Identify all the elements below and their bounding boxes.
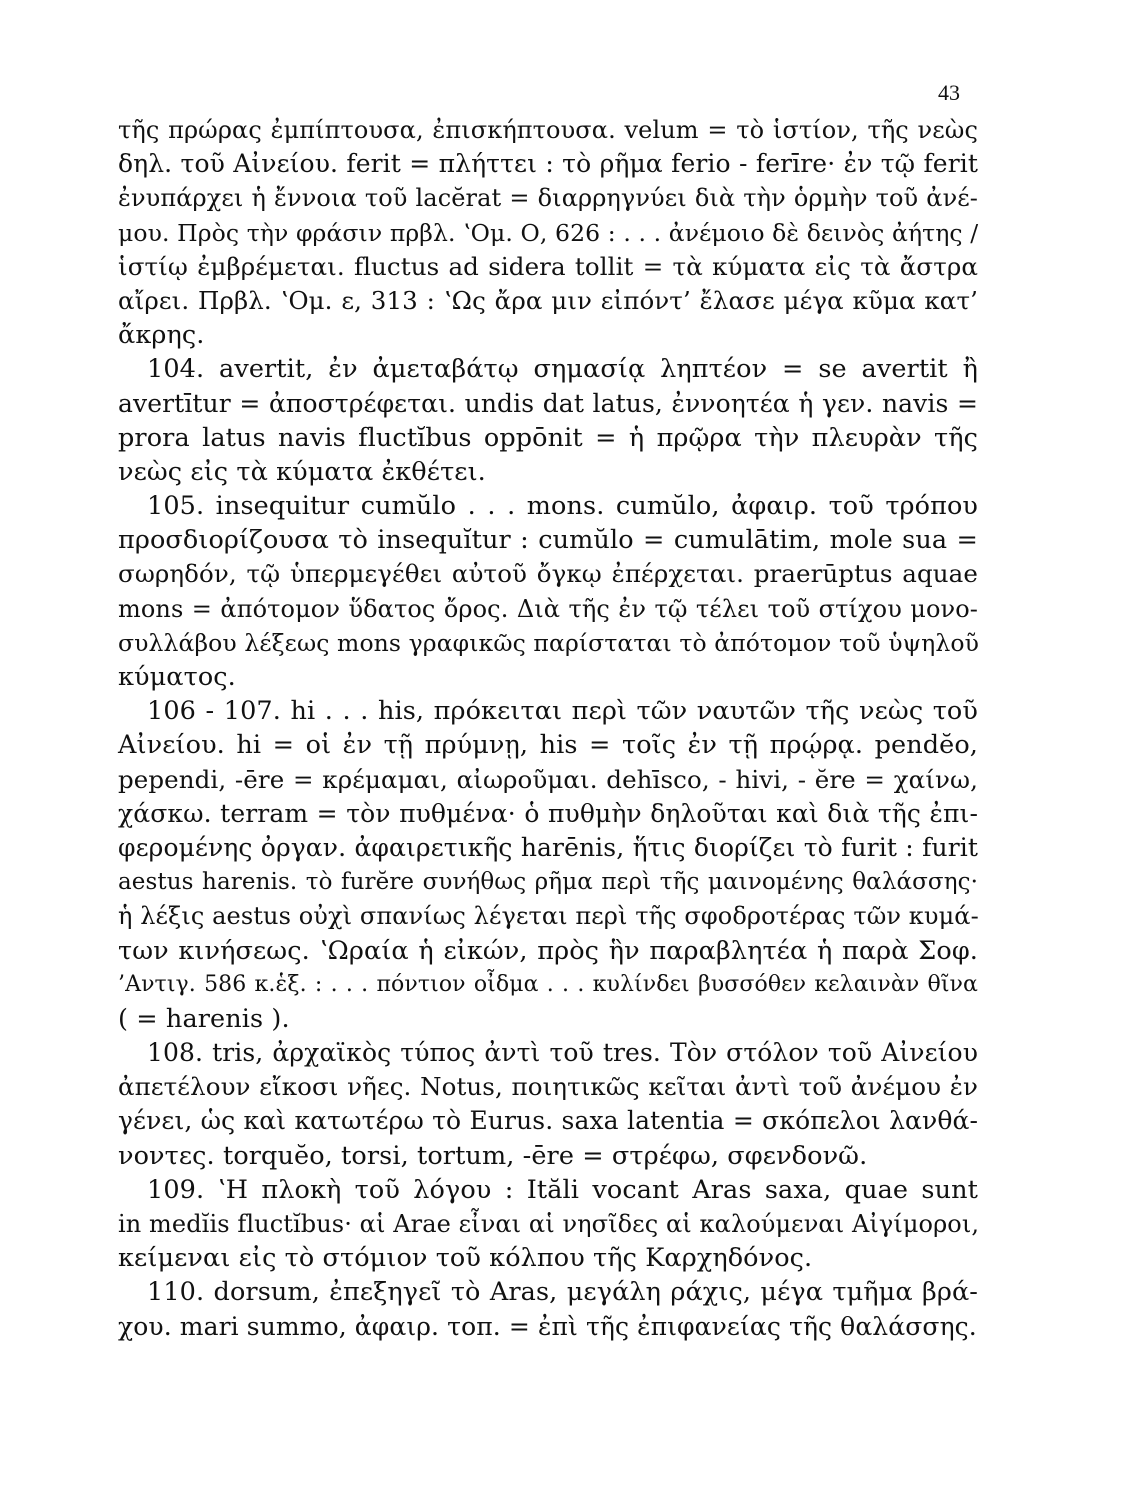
text-line: 110. dorsum, ἐπεξηγεῖ τὸ Aras, μεγάλη ράχις, μέγα τμῆμα βρά- — [147, 1277, 978, 1308]
text-line: 108. tris, ἀρχαϊκὸς τύπος ἀντὶ τοῦ tres. Τὸν στόλον τοῦ Αἰνείου — [147, 1038, 978, 1068]
text-line: Αἰνείου. hi = οἱ ἐν τῇ πρύμνῃ, his = τοῖς ἐν τῇ πρῴρᾳ. pendĕo, — [118, 730, 978, 761]
text-line: 106 - 107. hi . . . his, πρόκειται περὶ τῶν ναυτῶν τῆς νεὼς τοῦ — [147, 696, 978, 727]
text-line: δηλ. τοῦ Αἰνείου. ferit = πλήττει : τὸ ρῆμα ferio - ferīre· ἐν τῷ ferit — [118, 149, 978, 179]
text-line: χάσκω. terram = τὸν πυθμένα· ὁ πυθμὴν δηλοῦται καὶ διὰ τῆς ἐπι- — [118, 798, 978, 828]
page-number: 43 — [938, 80, 960, 105]
text-line: μου. Πρὸς τὴν φράσιν πρβλ. ʽΟμ. Ο, 626 : . . . ἀνέμοιο δὲ δεινὸς ἀήτης / — [118, 218, 979, 247]
text-line: ἐνυπάρχει ἡ ἔννοια τοῦ lacĕrat = διαρρηγνύει διὰ τὴν ὁρμὴν τοῦ ἀνέ- — [118, 184, 978, 213]
text-line: aestus harenis. τὸ furĕre συνήθως ρῆμα περὶ τῆς μαινομένης θαλάσσης· — [118, 869, 978, 896]
text-line: κείμεναι εἰς τὸ στόμιον τοῦ κόλπου τῆς Καρχηδόνος. — [118, 1243, 813, 1274]
text-line: προσδιορίζουσα τὸ insequĭtur : cumŭlo = cumulātim, mole sua = — [118, 525, 978, 556]
text-line: ἡ λέξις aestus οὐχὶ σπανίως λέγεται περὶ τῆς σφοδροτέρας τῶν κυμά- — [118, 902, 979, 931]
text-line: συλλάβου λέξεως mons γραφικῶς παρίσταται τὸ ἀπότομον τοῦ ὑψηλοῦ — [118, 628, 979, 657]
text-line: αἴρει. Πρβλ. ʽΟμ. ε, 313 : ʽΩς ἄρα μιν εἰπόντ’ ἔλασε μέγα κῦμα κατ’ — [118, 285, 978, 315]
text-line: 104. avertit, ἐν ἀμεταβάτῳ σημασίᾳ ληπτέον = se avertit ἢ — [147, 354, 978, 385]
text-line: των κινήσεως. ʽΩραία ἡ εἰκών, πρὸς ἣν παραβλητέα ἡ παρὰ Σοφ. — [118, 935, 978, 966]
text-line: ( = harenis ). — [118, 1003, 290, 1034]
text-line: ’Αντιγ. 586 κ.ἑξ. : . . . πόντιον οἶδμα . . . κυλίνδει βυσσόθεν κελαινὰν θῖνα — [118, 971, 978, 997]
text-line: 109. ʽΗ πλοκὴ τοῦ λόγου : Ităli vocant Aras saxa, quae sunt — [147, 1174, 978, 1205]
text-line: γένει, ὡς καὶ κατωτέρω τὸ Eurus. saxa latentia = σκόπελοι λανθά- — [118, 1106, 978, 1136]
text-line: χου. mari summo, ἀφαιρ. τοπ. = ἐπὶ τῆς ἐπιφανείας τῆς θαλάσσης. — [118, 1311, 977, 1341]
text-line: κύματος. — [118, 662, 236, 692]
text-line: in medĭis fluctĭbus· αἱ Arae εἶναι αἱ νησῖδες αἱ καλούμεναι Αἰγίμοροι, — [118, 1210, 980, 1238]
text-line: ἱστίῳ ἐμβρέμεται. fluctus ad sidera tollit = τὰ κύματα εἰς τὰ ἄστρα — [118, 251, 978, 281]
text-line: pependi, -ēre = κρέμαμαι, αἰωροῦμαι. dehīsco, - hivi, - ĕre = χαίνω, — [118, 764, 978, 794]
text-line: avertītur = ἀποστρέφεται. undis dat latus, ἐννοητέα ἡ γεν. navis = — [118, 388, 978, 418]
text-line: νεὼς εἰς τὰ κύματα ἐκθέτει. — [118, 456, 486, 487]
text-line: 105. insequitur cumŭlo . . . mons. cumŭlo, ἀφαιρ. τοῦ τρόπου — [147, 491, 978, 522]
commentary-text — [118, 113, 978, 1344]
text-line: σωρηδόν, τῷ ὑπερμεγέθει αὐτοῦ ὄγκῳ ἐπέρχεται. praerūptus aquae — [118, 559, 978, 589]
text-line: prora latus navis fluctĭbus oppōnit = ἡ πρῷρα τὴν πλευρὰν τῆς — [118, 422, 978, 453]
text-line: τῆς πρώρας ἐμπίπτουσα, ἐπισκήπτουσα. velum = τὸ ἱστίον, τῆς νεὼς — [118, 116, 978, 144]
text-line: mons = ἀπότομον ὕδατος ὄρος. Διὰ τῆς ἐν τῷ τέλει τοῦ στίχου μονο- — [118, 594, 978, 623]
text-line: ἀπετέλουν εἴκοσι νῆες. Notus, ποιητικῶς κεῖται ἀντὶ τοῦ ἀνέμου ἐν — [118, 1072, 978, 1102]
text-line: φερομένης ὀργαν. ἀφαιρετικῆς harēnis, ἥτις διορίζει τὸ furit : furit — [118, 832, 978, 862]
text-line: νοντες. torquĕo, torsi, tortum, -ēre = στρέφω, σφενδονῶ. — [118, 1140, 868, 1171]
text-line: ἄκρης. — [118, 320, 205, 351]
